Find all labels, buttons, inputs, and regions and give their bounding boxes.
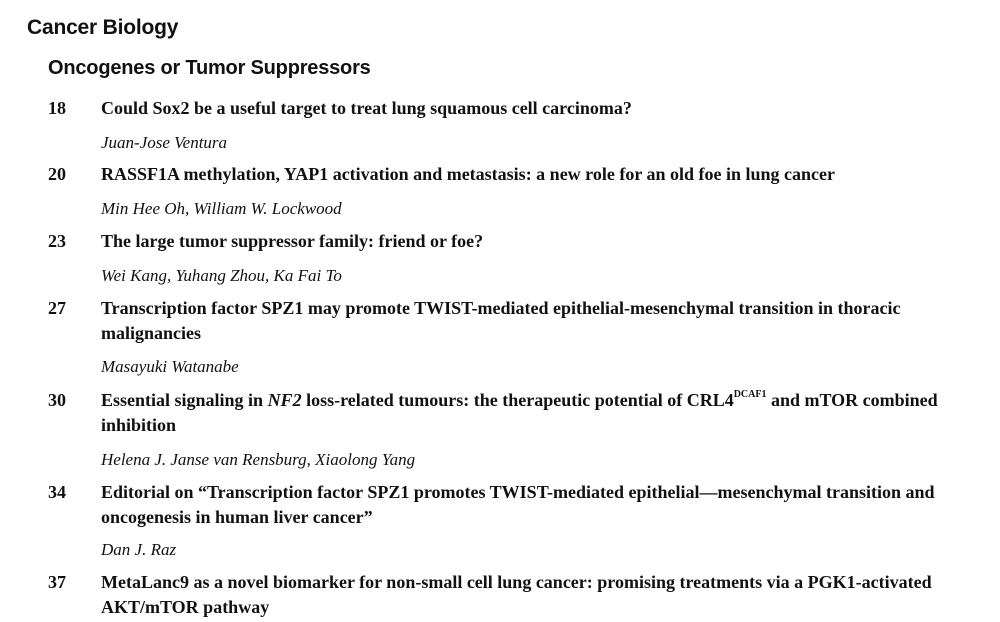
gene-name: NF2: [267, 390, 302, 410]
page-number: 34: [48, 482, 66, 502]
page-number: 37: [48, 572, 66, 592]
page-number: 23: [48, 231, 66, 251]
article-title[interactable]: The large tumor suppressor family: friend or foe?: [101, 231, 484, 251]
page-number: 18: [48, 98, 66, 118]
page-number: 27: [48, 298, 66, 318]
section-title: Cancer Biology: [27, 16, 179, 39]
title-part: and mTOR combined inhibition: [101, 390, 938, 435]
page-number: 30: [48, 390, 66, 410]
article-title[interactable]: Could Sox2 be a useful target to treat lung squamous cell carcinoma?: [101, 98, 632, 118]
article-title[interactable]: [101, 388, 981, 438]
article-title[interactable]: RASSF1A methylation, YAP1 activation and metastasis: a new role for an old foe in lung cancer: [101, 164, 836, 184]
superscript: DCAF1: [733, 389, 767, 400]
article-authors: Helena J. Janse van Rensburg, Xiaolong Yang: [101, 450, 416, 469]
article-authors: Masayuki Watanabe: [101, 357, 239, 376]
article-authors: Wei Kang, Yuhang Zhou, Ka Fai To: [101, 266, 342, 285]
article-authors: Juan-Jose Ventura: [101, 133, 228, 152]
subsection-title: Oncogenes or Tumor Suppressors: [48, 57, 371, 79]
article-authors: Min Hee Oh, William W. Lockwood: [101, 199, 342, 218]
title-part: loss-related tumours: the therapeutic potential of CRL4: [301, 390, 734, 410]
article-title[interactable]: Editorial on “Transcription factor SPZ1 promotes TWIST-mediated epithelial—mesenchymal transition and oncogenesis in human liver cancer”: [101, 482, 935, 527]
article-title[interactable]: MetaLanc9 as a novel biomarker for non-small cell lung cancer: promising treatments via a PGK1-activated AKT/mTOR pathway: [101, 572, 932, 617]
article-title[interactable]: Transcription factor SPZ1 may promote TWIST-mediated epithelial-mesenchymal transition in thoracic malignancies: [101, 298, 901, 343]
title-part: Essential signaling in: [101, 390, 268, 410]
article-authors: Dan J. Raz: [101, 540, 177, 559]
page-number: 20: [48, 164, 66, 184]
